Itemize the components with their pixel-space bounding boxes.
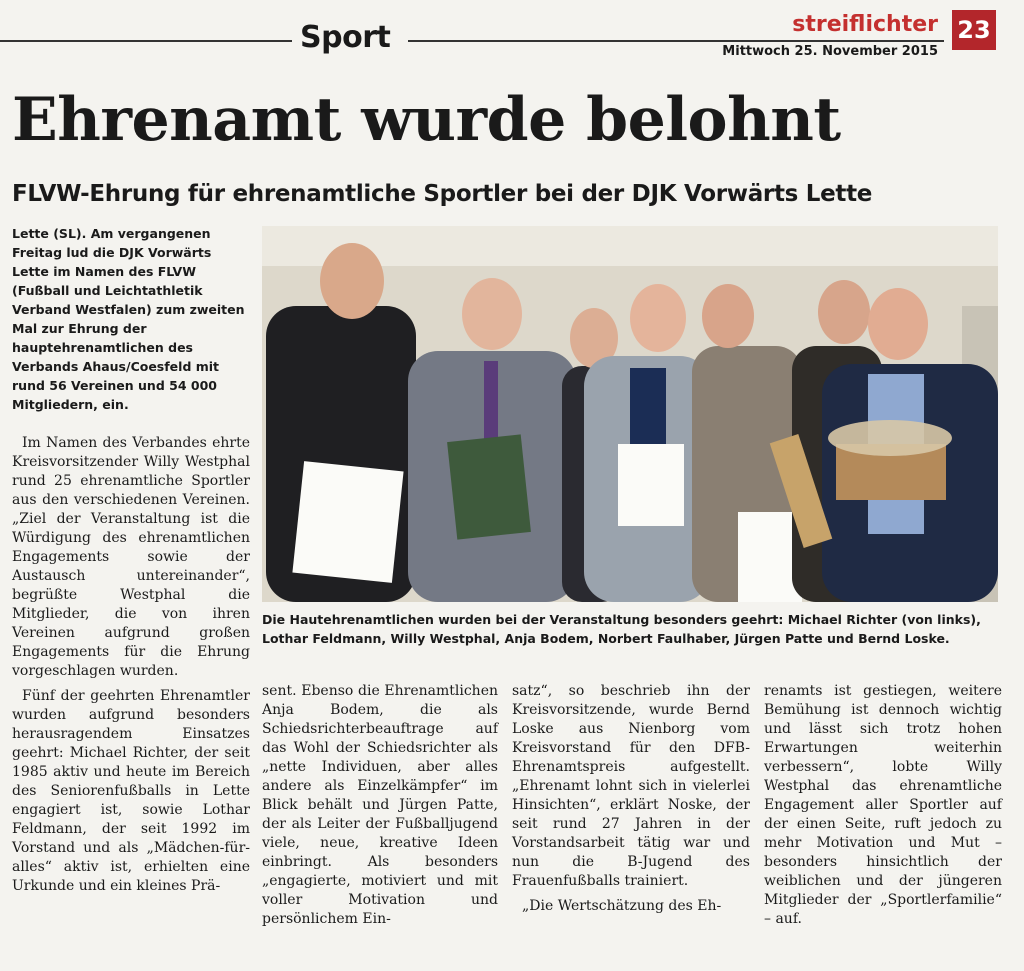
column-4-paragraph-1: renamts ist gestiegen, weitere Bemühung ist dennoch wichtig und lässt sich trotz hohen Erwartungen weiterhin verbessern“, lobte Willy Westphal das ehrenamtliche Engagement aller Sportler auf der einen Seite, ruft jedoch zu mehr Motivation und Mut – besonders hinsichtlich der weiblichen und der jüngeren Mitglieder der „Sportlerfamilie“ – auf.: [764, 683, 1002, 927]
column-2-paragraph-1: sent. Ebenso die Ehrenamtlichen Anja Bodem, die als Schiedsrichterbeauftrage auf das Wohl der Schiedsrichter als „nette Individuen, aber alles andere als Einzelkämpfer“ im Blick behält und Jürgen Patte, der als Leiter der Fußballjugend viele, neue, kreative Ideen einbringt. Als besonders „engagierte, motiviert und mit voller Motivation und persönlichem Ein-: [262, 683, 498, 927]
group-photo-illustration: [262, 226, 998, 602]
newspaper-brand: streiflichter: [792, 12, 938, 37]
masthead: [0, 0, 1024, 70]
photo-caption: Die Hautehrenamtlichen wurden bei der Veranstaltung besonders geehrt: Michael Richter (von links), Lothar Feldmann, Willy Westphal, Anja Bodem, Norbert Faulhaber, Jürgen Patte und Bernd Loske.: [262, 612, 981, 646]
article-column-1: [12, 434, 250, 902]
page-number-badge: 23: [952, 10, 996, 50]
article-column-4: [764, 682, 1002, 935]
column-1-paragraph-1: Im Namen des Verbandes ehrte Kreisvorsitzender Willy Westphal rund 25 ehrenamtliche Sportler aus den verschiedenen Vereinen. „Ziel der Veranstaltung ist die Würdigung des ehrenamtlichen Engagements sowie der Austausch untereinander“, begrüßte Westphal die Mitglieder, die von ihren Vereinen aufgrund großen Engagements für die Ehrung vorgeschlagen wurden.: [12, 435, 250, 679]
section-label: Sport: [300, 20, 391, 55]
article-subheadline: FLVW-Ehrung für ehrenamtliche Sportler bei der DJK Vorwärts Lette: [12, 181, 873, 207]
article-lead: Lette (SL). Am vergangenen Freitag lud die DJK Vorwärts Lette im Namen des FLVW (Fußball und Leichtathletik Verband Westfalen) zum zweiten Mal zur Ehrung der hauptehrenamtlichen des Verbands Ahaus/Coesfeld mit rund 56 Vereinen und 54 000 Mitgliedern, ein.: [12, 226, 245, 412]
column-3-paragraph-2: „Die Wertschätzung des Eh-: [522, 898, 722, 914]
article-photo: [262, 226, 998, 602]
masthead-rule-right: [408, 40, 944, 42]
next-article-edge: [0, 940, 1024, 971]
article-column-2: [262, 682, 498, 935]
column-1-paragraph-2: Fünf der geehrten Ehrenamtler wurden aufgrund besonders herausragendem Einsatzes geehrt: Michael Richter, der seit 1985 aktiv und heute im Bereich des Seniorenfußballs in Lette engagiert ist, sowie Lothar Feldmann, der seit 1992 im Vorstand und als „Mädchen-für-alles“ aktiv ist, erhielten eine Urkunde und ein kleines Prä-: [12, 688, 250, 894]
column-3-paragraph-1: satz“, so beschrieb ihn der Kreisvorsitzende, wurde Bernd Loske aus Nienborg vom Kreisvorstand für den DFB-Ehrenamtspreis aufgestellt. „Ehrenamt lohnt sich in vielerlei Hinsichten“, erklärt Noske, der seit rund 27 Jahren in der Vorstandsarbeit tätig war und nun die B-Jugend des Frauenfußballs trainiert.: [512, 683, 750, 889]
masthead-rule-left: [0, 40, 292, 42]
issue-date: Mittwoch 25. November 2015: [722, 44, 938, 59]
article-headline: Ehrenamt wurde belohnt: [12, 85, 841, 155]
article-column-3: [512, 682, 750, 922]
